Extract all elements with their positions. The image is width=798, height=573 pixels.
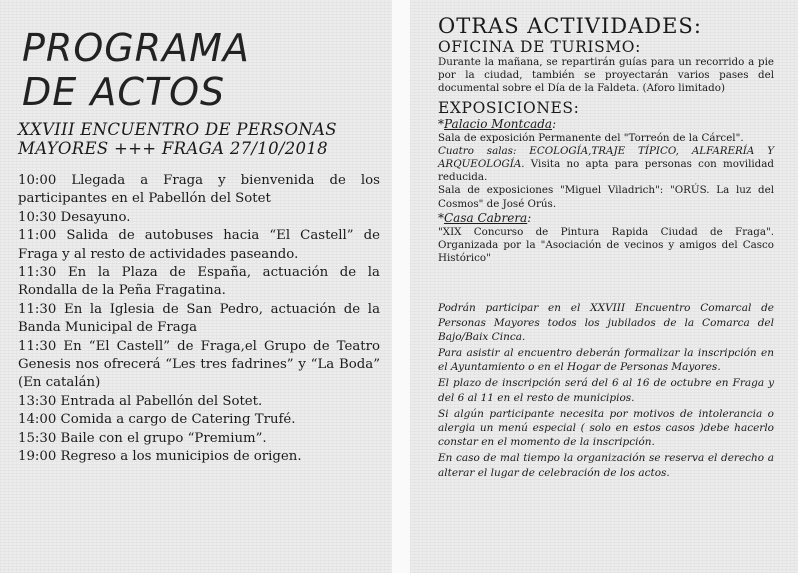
program-title — [22, 26, 380, 114]
schedule-item: 19:00 Regreso a los municipios de origen. — [18, 449, 302, 465]
participation-notes — [438, 301, 774, 479]
venue-line — [438, 145, 774, 185]
venue-line: Sala de exposiciones "Miguel Viladrich": "ORÚS. La luz del Cosmos" de José Orús. — [438, 184, 774, 210]
schedule-item: 11:30 En “El Castell” de Fraga,el Grupo de Teatro Genesis nos ofrecerá “Les tres fadrines” y “La Boda” (En catalán) — [18, 338, 380, 391]
schedule-item: 11:30 En la Plaza de España, actuación de la Rondalla de la Peña Fragatina. — [18, 265, 380, 299]
schedule-item: 11:30 En la Iglesia de San Pedro, actuación de la Banda Municipal de Fraga — [18, 301, 380, 336]
schedule-item: 10:30 Desayuno. — [18, 209, 131, 225]
schedule-item: 13:30 Entrada al Pabellón del Sotet. — [18, 393, 263, 409]
subtitle-line-1: XXVIII ENCUENTRO DE PERSONAS — [18, 120, 337, 139]
venue-access-note: Visita no apta para personas con movilidad reducida. — [438, 158, 774, 184]
note-paragraph: El plazo de inscripción será del 6 al 16 de octubre en Fraga y del 6 al 11 en el resto de municipios. — [438, 377, 774, 404]
schedule-list — [18, 172, 380, 467]
note-paragraph: Podrán participar en el XXVIII Encuentro Comarcal de Personas Mayores todos los jubilados de la Comarca del Bajo/Baix Cinca. — [438, 302, 774, 343]
other-activities-heading: OTRAS ACTIVIDADES: — [438, 14, 702, 38]
schedule-item: 14:00 Comida a cargo de Catering Trufé. — [18, 412, 296, 428]
venue-palacio-montcada — [438, 117, 774, 132]
venue-star: * — [438, 210, 444, 225]
venue-star: * — [438, 116, 444, 131]
note-paragraph: Para asistir al encuentro deberán formalizar la inscripción en el Ayuntamiento o en el Hogar de Personas Mayores. — [438, 347, 774, 374]
note-paragraph: En caso de mal tiempo la organización se reserva el derecho a alterar el lugar de celebración de los actos. — [438, 452, 774, 479]
fold-gap — [392, 0, 410, 573]
event-subtitle — [18, 120, 380, 158]
venue-name: Palacio Montcada — [444, 116, 553, 131]
note-paragraph: Si algún participante necesita por motivos de intolerancia o alergia un menú especial ( solo en estos casos )debe hacerlo constar en el momento de la inscripción. — [438, 407, 774, 449]
title-line-2: DE ACTOS — [22, 70, 226, 114]
schedule-item: 10:00 Llegada a Fraga y bienvenida de los participantes en el Pabellón del Sotet — [18, 173, 380, 207]
venue-line: Sala de exposición Permanente del "Torreón de la Cárcel". — [438, 131, 744, 144]
exhibitions-heading: EXPOSICIONES: — [438, 98, 580, 117]
right-panel — [410, 0, 798, 573]
venue-line: "XIX Concurso de Pintura Rapida Ciudad de Fraga". Organizada por la "Asociación de vecinos y amigos del Casco Histórico" — [438, 225, 774, 265]
tourism-office-heading: OFICINA DE TURISMO: — [438, 38, 641, 56]
left-panel — [0, 0, 392, 573]
tourism-office-text: Durante la mañana, se repartirán guías para un recorrido a pie por la ciudad, también se proyectarán varios pases del documental sobre el Día de la Faldeta. (Aforo limitado) — [438, 56, 774, 95]
subtitle-line-2: MAYORES +++ FRAGA 27/10/2018 — [18, 139, 328, 158]
venue-name: Casa Cabrera — [444, 210, 528, 225]
title-line-1: PROGRAMA — [22, 26, 250, 70]
venue-colon: : — [527, 210, 532, 225]
venue-colon: : — [552, 116, 557, 131]
venue-casa-cabrera — [438, 211, 774, 226]
venue-rooms: Cuatro salas: ECOLOGÍA,TRAJE TÍPICO, ALFARERÍA Y ARQUEOLOGÍA. — [438, 144, 774, 171]
schedule-item: 11:00 Salida de autobuses hacia “El Castell” de Fraga y al resto de actividades paseando. — [18, 228, 380, 262]
schedule-item: 15:30 Baile con el grupo “Premium”. — [18, 430, 267, 446]
